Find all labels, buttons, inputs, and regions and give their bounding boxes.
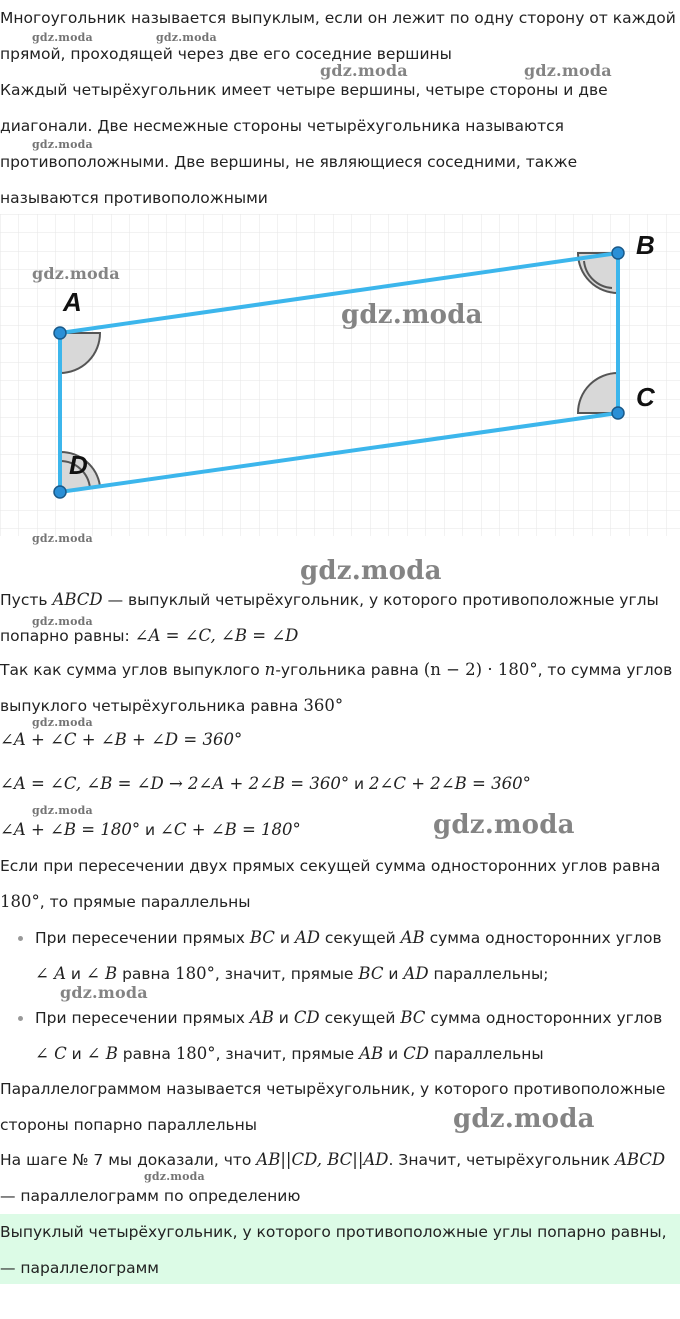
parallelogram-figure [0,214,680,536]
formula-angle-sum: ∠A + ∠C + ∠B + ∠D = 360° [0,730,243,749]
watermark: gdz.moda [32,804,93,817]
vertex-d-label: D [69,450,88,480]
vertex-c-label: C [636,382,655,412]
watermark: gdz.moda [320,61,408,80]
answer-box: Выпуклый четырёхугольник, у которого противоположные углы попарно равны, — параллелограмм [0,1214,680,1284]
watermark: gdz.moda [524,61,612,80]
assumption-paragraph: Пусть ABCD — выпуклый четырёхугольник, у которого противоположные углы попарно равны: ∠A = ∠C, ∠B = ∠D [0,590,659,645]
vertex-b-label: B [636,230,655,260]
parallel-criterion: Если при пересечении двух прямых секущей сумма односторонних углов равна 180°, то прямые параллельны [0,857,661,911]
watermark: gdz.moda [32,138,93,151]
vertex-b-point [612,247,624,259]
watermark: gdz.moda [32,532,93,545]
formula-half-sum: ∠A + ∠B = 180° и ∠C + ∠B = 180° [0,820,301,839]
vertex-a-label: A [63,287,82,317]
vertex-c-point [612,407,624,419]
conclusion-paragraph: На шаге № 7 мы доказали, что AB||CD, BC||AD. Значит, четырёхугольник ABCD — параллелограмм по определению [0,1150,666,1205]
watermark: gdz.moda [300,556,442,586]
watermark: gdz.moda [60,983,148,1002]
watermark: gdz.moda [32,31,93,44]
watermark: gdz.moda [341,300,483,330]
angle-sum-paragraph: Так как сумма углов выпуклого n-угольника равна (n − 2) · 180°, то сумма углов выпуклого четырёхугольника равна 360° [0,660,673,715]
definition-parallelogram: Параллелограммом называется четырёхугольник, у которого противоположные стороны попарно параллельны [0,1080,666,1134]
watermark: gdz.moda [433,810,575,840]
vertex-a-point [54,327,66,339]
definition-convex-polygon: Многоугольник называется выпуклым, если он лежит по одну сторону от каждой прямой, проходящей через две его соседние вершины [0,9,676,63]
watermark: gdz.moda [32,716,93,729]
watermark: gdz.moda [32,615,93,628]
watermark: gdz.moda [144,1170,205,1183]
vertex-d-point [54,486,66,498]
list-item: При пересечении прямых BC и AD секущей AB сумма односторонних углов ∠ A и ∠ B равна 180°, значит, прямые BC и AD параллельны; [0,920,680,992]
list-item: При пересечении прямых AB и CD секущей BC сумма односторонних углов ∠ C и ∠ B равна 180°, значит, прямые AB и CD параллельны [0,1000,680,1072]
watermark: gdz.moda [32,264,120,283]
definition-quadrilateral: Каждый четырёхугольник имеет четыре вершины, четыре стороны и две диагонали. Две несмежные стороны четырёхугольника называются противоположными. Две вершины, не являющиеся соседними, также называются противоположными [0,81,608,207]
watermark: gdz.moda [156,31,217,44]
formula-doubled: ∠A = ∠C, ∠B = ∠D → 2∠A + 2∠B = 360° и 2∠C + 2∠B = 360° [0,774,531,793]
watermark: gdz.moda [453,1104,595,1134]
